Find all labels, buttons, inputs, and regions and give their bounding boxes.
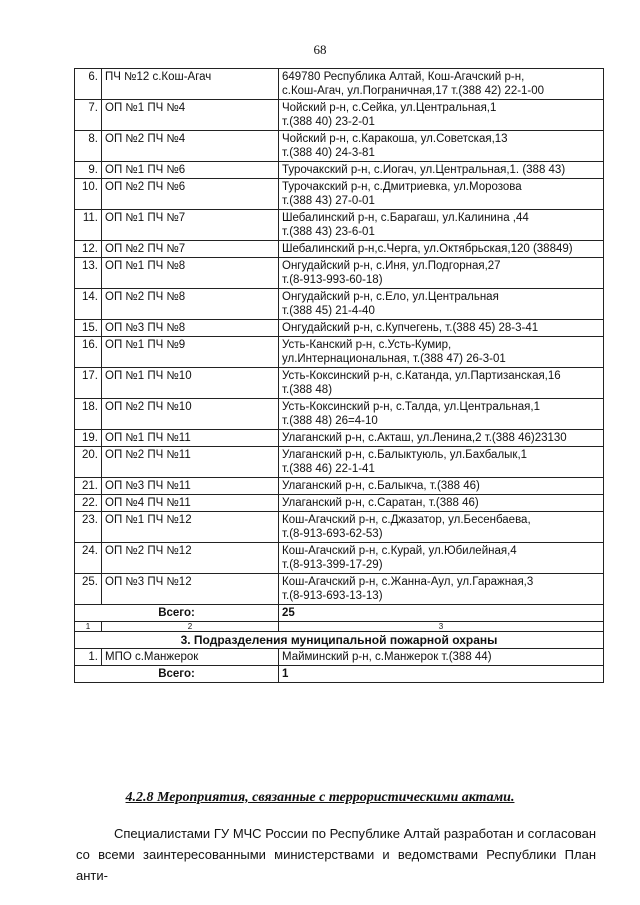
address-line: Кош-Агачский р-н, с.Жанна-Аул, ул.Гаражная,3 (282, 576, 534, 588)
address-line: Кош-Агачский р-н, с.Джазатор, ул.Бесенбаева, (282, 514, 531, 526)
row-number: 10. (75, 179, 102, 210)
address-line: Улаганский р-н, с.Акташ, ул.Ленина,2 т.(388 46)23130 (282, 432, 567, 444)
table-row (75, 447, 604, 478)
row-number: 23. (75, 512, 102, 543)
unit-name: ОП №2 ПЧ №7 (102, 241, 279, 258)
address-line: т.(388 46) 22-1-41 (282, 463, 375, 475)
row-number: 9. (75, 162, 102, 179)
section-heading-row (75, 632, 604, 649)
address-line: Чойский р-н, с.Сейка, ул.Центральная,1 (282, 102, 497, 114)
address-line: т.(8-913-399-17-29) (282, 559, 383, 571)
table-row (75, 162, 604, 179)
row-number: 16. (75, 337, 102, 368)
table-row (75, 131, 604, 162)
table-row (75, 320, 604, 337)
row-number: 14. (75, 289, 102, 320)
address-line: Онгудайский р-н, с.Ело, ул.Центральная (282, 291, 499, 303)
address-line: 649780 Республика Алтай, Кош-Агачский р-н, (282, 71, 525, 83)
address-line: т.(388 48) (282, 384, 333, 396)
unit-address (279, 574, 604, 605)
total-label: Всего: (75, 666, 279, 683)
table-row (75, 430, 604, 447)
unit-address (279, 399, 604, 430)
unit-name: ОП №2 ПЧ №10 (102, 399, 279, 430)
unit-name: ПЧ №12 с.Кош-Агач (102, 69, 279, 100)
address-line: т.(8-913-693-13-13) (282, 590, 383, 602)
table-body (75, 69, 604, 605)
unit-address: Майминский р-н, с.Манжерок т.(388 44) (279, 649, 604, 666)
column-number: 2 (102, 622, 279, 632)
address-line: Усть-Канский р-н, с.Усть-Кумир, (282, 339, 452, 351)
column-number: 1 (75, 622, 102, 632)
address-line: ул.Интернациональная, т.(388 47) 26-3-01 (282, 353, 506, 365)
unit-address (279, 258, 604, 289)
address-line: Шебалинский р-н,с.Черга, ул.Октябрьская,120 (38849) (282, 243, 573, 255)
unit-name: ОП №2 ПЧ №8 (102, 289, 279, 320)
unit-name: ОП №1 ПЧ №6 (102, 162, 279, 179)
address-line: Улаганский р-н, с.Балыкча, т.(388 46) (282, 480, 480, 492)
address-line: т.(388 48) 26=4-10 (282, 415, 378, 427)
address-line: т.(8-913-993-60-18) (282, 274, 383, 286)
unit-address (279, 337, 604, 368)
unit-name: ОП №2 ПЧ №12 (102, 543, 279, 574)
unit-address (279, 495, 604, 512)
table-row (75, 368, 604, 399)
table-row (75, 69, 604, 100)
unit-name: МПО с.Манжерок (102, 649, 279, 666)
address-line: т.(388 40) 23-2-01 (282, 116, 375, 128)
section-heading: 3. Подразделения муниципальной пожарной охраны (75, 632, 604, 649)
unit-name: ОП №3 ПЧ №11 (102, 478, 279, 495)
unit-name: ОП №4 ПЧ №11 (102, 495, 279, 512)
unit-address (279, 447, 604, 478)
unit-name: ОП №1 ПЧ №11 (102, 430, 279, 447)
unit-address (279, 100, 604, 131)
unit-name: ОП №3 ПЧ №8 (102, 320, 279, 337)
address-line: Усть-Коксинский р-н, с.Катанда, ул.Партизанская,16 (282, 370, 561, 382)
table-row (75, 399, 604, 430)
table-row (75, 100, 604, 131)
page-number: 68 (313, 42, 327, 57)
address-line: т.(388 40) 24-3-81 (282, 147, 375, 159)
unit-name: ОП №2 ПЧ №6 (102, 179, 279, 210)
address-line: Турочакский р-н, с.Иогач, ул.Центральная,1. (388 43) (282, 164, 566, 176)
row-number: 6. (75, 69, 102, 100)
address-line: Онгудайский р-н, с.Иня, ул.Подгорная,27 (282, 260, 501, 272)
table-row (75, 258, 604, 289)
row-number: 15. (75, 320, 102, 337)
unit-name: ОП №1 ПЧ №7 (102, 210, 279, 241)
row-number: 24. (75, 543, 102, 574)
subsection-title: 4.2.8 Мероприятия, связанные с террористическими актами. (125, 790, 515, 805)
address-line: т.(388 45) 21-4-40 (282, 305, 375, 317)
unit-name: ОП №2 ПЧ №11 (102, 447, 279, 478)
unit-name: ОП №1 ПЧ №10 (102, 368, 279, 399)
table-row (75, 543, 604, 574)
address-line: т.(8-913-693-62-53) (282, 528, 383, 540)
unit-address (279, 430, 604, 447)
table-row (75, 289, 604, 320)
unit-address (279, 289, 604, 320)
unit-address (279, 543, 604, 574)
table-row (75, 179, 604, 210)
table-row (75, 210, 604, 241)
address-line: Усть-Коксинский р-н, с.Талда, ул.Центральная,1 (282, 401, 540, 413)
row-number: 8. (75, 131, 102, 162)
column-numbers-row (75, 622, 604, 632)
unit-address (279, 368, 604, 399)
body-paragraph: Специалистами ГУ МЧС России по Республике Алтай разработан и согласован со всеми заинтересованными министерствами и ведомствами Республики План анти- (76, 826, 596, 883)
unit-address (279, 478, 604, 495)
unit-address (279, 210, 604, 241)
total-row (75, 605, 604, 622)
table-row (75, 478, 604, 495)
row-number: 20. (75, 447, 102, 478)
table-footer (75, 605, 604, 683)
total-row (75, 666, 604, 683)
address-line: т.(388 43) 23-6-01 (282, 226, 375, 238)
total-value: 25 (279, 605, 604, 622)
unit-name: ОП №1 ПЧ №4 (102, 100, 279, 131)
table-row (75, 574, 604, 605)
row-number: 1. (75, 649, 102, 666)
address-line: т.(388 43) 27-0-01 (282, 195, 375, 207)
address-line: Улаганский р-н, с.Саратан, т.(388 46) (282, 497, 479, 509)
unit-name: ОП №2 ПЧ №4 (102, 131, 279, 162)
unit-address (279, 131, 604, 162)
unit-address (279, 241, 604, 258)
row-number: 25. (75, 574, 102, 605)
unit-name: ОП №1 ПЧ №12 (102, 512, 279, 543)
address-line: с.Кош-Агач, ул.Пограничная,17 т.(388 42) 22-1-00 (282, 85, 545, 97)
address-line: Онгудайский р-н, с.Купчегень, т.(388 45) 28-3-41 (282, 322, 539, 334)
total-value: 1 (279, 666, 604, 683)
row-number: 7. (75, 100, 102, 131)
table-row (75, 495, 604, 512)
column-number: 3 (279, 622, 604, 632)
total-label: Всего: (75, 605, 279, 622)
address-line: Кош-Агачский р-н, с.Курай, ул.Юбилейная,4 (282, 545, 517, 557)
table-row (75, 649, 604, 666)
row-number: 18. (75, 399, 102, 430)
unit-address (279, 512, 604, 543)
row-number: 11. (75, 210, 102, 241)
address-line: Чойский р-н, с.Каракоша, ул.Советская,13 (282, 133, 508, 145)
unit-name: ОП №3 ПЧ №12 (102, 574, 279, 605)
address-line: Турочакский р-н, с.Дмитриевка, ул.Морозова (282, 181, 522, 193)
table-row (75, 337, 604, 368)
unit-address (279, 320, 604, 337)
address-line: Шебалинский р-н, с.Барагаш, ул.Калинина ,44 (282, 212, 529, 224)
row-number: 13. (75, 258, 102, 289)
table-row (75, 241, 604, 258)
table-row (75, 512, 604, 543)
unit-address (279, 69, 604, 100)
unit-name: ОП №1 ПЧ №8 (102, 258, 279, 289)
row-number: 17. (75, 368, 102, 399)
row-number: 22. (75, 495, 102, 512)
unit-address (279, 162, 604, 179)
unit-name: ОП №1 ПЧ №9 (102, 337, 279, 368)
row-number: 19. (75, 430, 102, 447)
unit-address (279, 179, 604, 210)
fire-units-table (74, 68, 604, 683)
address-line: Улаганский р-н, с.Балыктуюль, ул.Бахбалык,1 (282, 449, 528, 461)
row-number: 21. (75, 478, 102, 495)
row-number: 12. (75, 241, 102, 258)
